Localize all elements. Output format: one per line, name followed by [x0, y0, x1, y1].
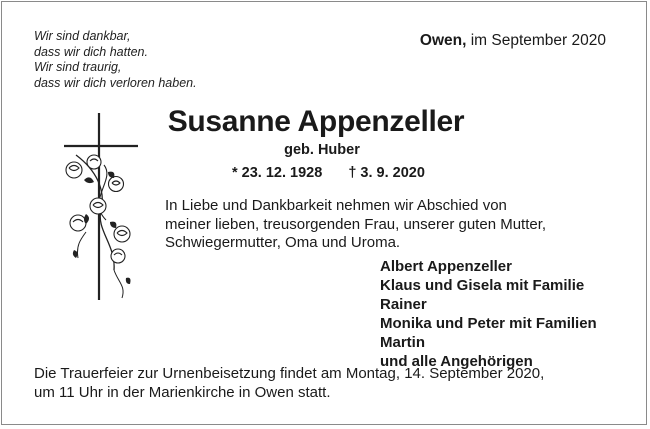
birth-name: geb. Huber	[284, 142, 360, 158]
funeral-notice	[34, 365, 544, 402]
mourner: Martin	[380, 334, 425, 351]
poem-line: Wir sind traurig,	[34, 60, 122, 74]
place-and-date	[420, 32, 606, 50]
mourner: Albert Appenzeller	[380, 258, 512, 275]
funeral-line: Die Trauerfeier zur Urnenbeisetzung findet am Montag, 14. September 2020,	[34, 365, 545, 382]
life-dates	[232, 165, 425, 181]
message-line: Schwiegermutter, Oma und Uroma.	[165, 234, 401, 251]
cross-with-roses-icon	[56, 110, 146, 305]
poem-line: dass wir dich verloren haben.	[34, 75, 197, 90]
mourners-list	[380, 257, 597, 371]
birth-date: * 23. 12. 1928	[232, 165, 323, 181]
mourner: Klaus und Gisela mit Familie	[380, 277, 585, 294]
date: im September 2020	[466, 32, 606, 49]
obituary-notice	[1, 1, 647, 425]
message-line: meiner lieben, treusorgenden Frau, unserer guten Mutter,	[165, 215, 547, 233]
poem-line: Wir sind dankbar,	[34, 29, 131, 43]
mourner: und alle Angehörigen	[380, 353, 533, 370]
deceased-name: Susanne Appenzeller	[167, 105, 465, 138]
farewell-message	[165, 197, 546, 253]
place: Owen,	[419, 32, 467, 49]
mourner: Monika und Peter mit Familien	[380, 315, 597, 332]
mourner: Rainer	[380, 296, 427, 313]
poem-line: dass wir dich hatten.	[34, 44, 148, 59]
death-date: † 3. 9. 2020	[348, 165, 425, 181]
funeral-line: um 11 Uhr in der Marienkirche in Owen statt.	[34, 383, 331, 401]
poem	[34, 29, 197, 91]
message-line: In Liebe und Dankbarkeit nehmen wir Abschied von	[165, 197, 507, 214]
